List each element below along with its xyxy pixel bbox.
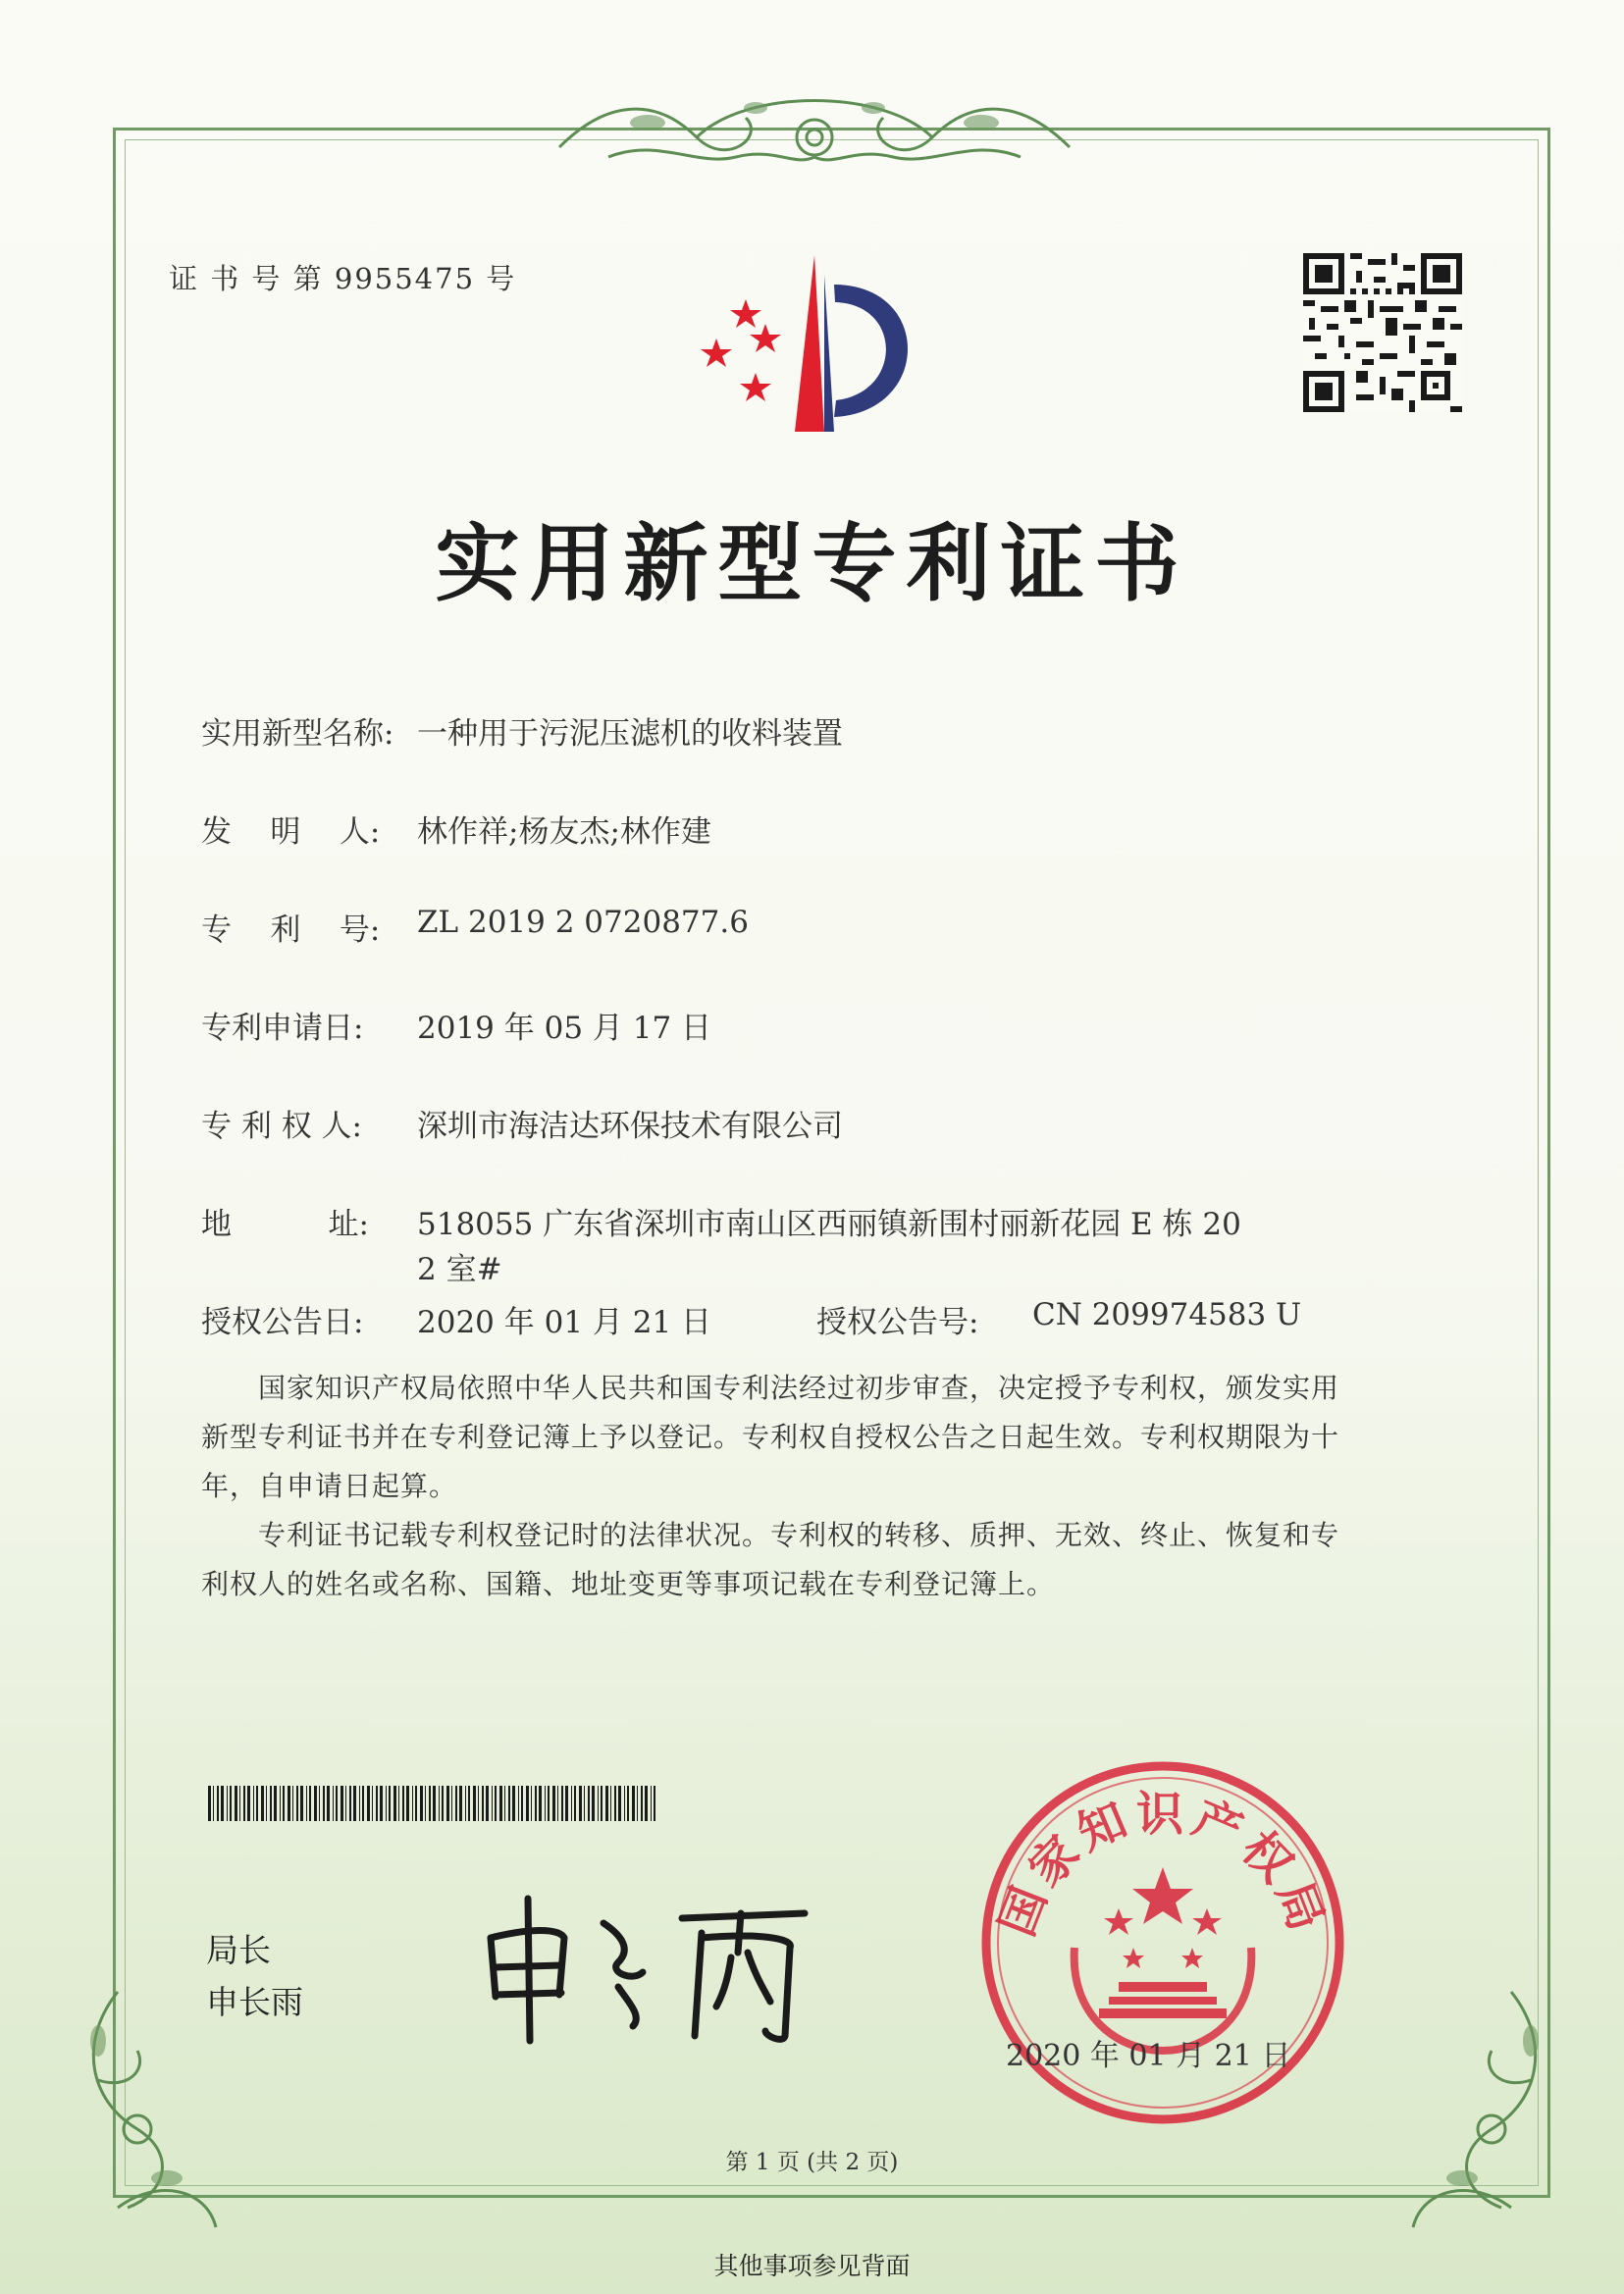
qr-code bbox=[1303, 253, 1462, 412]
address-value-line1: 518055 广东省深圳市南山区西丽镇新围村丽新花园 E 栋 20 bbox=[417, 1207, 1241, 1242]
filing-date-label: 专利申请日: bbox=[201, 1011, 364, 1046]
grant-date-label: 授权公告日: bbox=[201, 1305, 364, 1340]
certificate-number: 证 书 号 第 9955475 号 bbox=[169, 262, 517, 295]
inventor-label: 发 明 人: bbox=[201, 814, 381, 850]
seal-date: 2020 年 01 月 21 日 bbox=[1006, 2039, 1291, 2073]
bottom-left-ornament bbox=[59, 1982, 226, 2237]
director-name: 申长雨 bbox=[206, 1983, 303, 2021]
barcode bbox=[208, 1786, 659, 1821]
utility-name-value: 一种用于污泥压滤机的收料装置 bbox=[417, 716, 843, 752]
top-ornament bbox=[550, 78, 1079, 186]
grant-number-value: CN 209974583 U bbox=[1032, 1297, 1302, 1332]
address-label: 地 址: bbox=[201, 1207, 369, 1242]
body-line: 新型专利证书并在专利登记簿上予以登记。专利权自授权公告之日起生效。专利权期限为十 bbox=[201, 1421, 1340, 1453]
patent-office-logo bbox=[687, 245, 952, 442]
patent-number-label: 专 利 号: bbox=[201, 912, 381, 948]
body-paragraph-1 bbox=[201, 1364, 1428, 1511]
director-title: 局长 bbox=[206, 1931, 271, 1969]
official-seal bbox=[971, 1751, 1354, 2134]
inventor-value: 林作祥;杨友杰;林作建 bbox=[417, 814, 711, 850]
patent-number-value: ZL 2019 2 0720877.6 bbox=[417, 905, 749, 940]
body-line: 专利证书记载专利权登记时的法律状况。专利权的转移、质押、无效、终止、恢复和专 bbox=[201, 1519, 1340, 1551]
seal-text: 国家知识产权局 bbox=[989, 1787, 1336, 1944]
utility-name-label: 实用新型名称: bbox=[201, 716, 394, 752]
address-value-line2: 2 室# bbox=[417, 1252, 502, 1287]
patentee-value: 深圳市海洁达环保技术有限公司 bbox=[417, 1109, 843, 1144]
bottom-right-ornament bbox=[1403, 1982, 1570, 2237]
grant-number-label: 授权公告号: bbox=[816, 1305, 979, 1340]
body-line: 国家知识产权局依照中华人民共和国专利法经过初步审查，决定授予专利权，颁发实用 bbox=[201, 1372, 1340, 1404]
certificate-title: 实用新型专利证书 bbox=[435, 514, 1189, 613]
grant-date-value: 2020 年 01 月 21 日 bbox=[417, 1305, 712, 1340]
page-number: 第 1 页 (共 2 页) bbox=[725, 2150, 899, 2175]
body-paragraph-2 bbox=[201, 1511, 1428, 1609]
director-signature bbox=[471, 1879, 824, 2046]
patentee-label: 专 利 权 人: bbox=[201, 1109, 363, 1144]
filing-date-value: 2019 年 05 月 17 日 bbox=[417, 1011, 712, 1046]
body-line: 年，自申请日起算。 bbox=[201, 1470, 458, 1502]
body-line: 利权人的姓名或名称、国籍、地址变更等事项记载在专利登记簿上。 bbox=[201, 1568, 1056, 1600]
back-note: 其他事项参见背面 bbox=[713, 2252, 911, 2280]
